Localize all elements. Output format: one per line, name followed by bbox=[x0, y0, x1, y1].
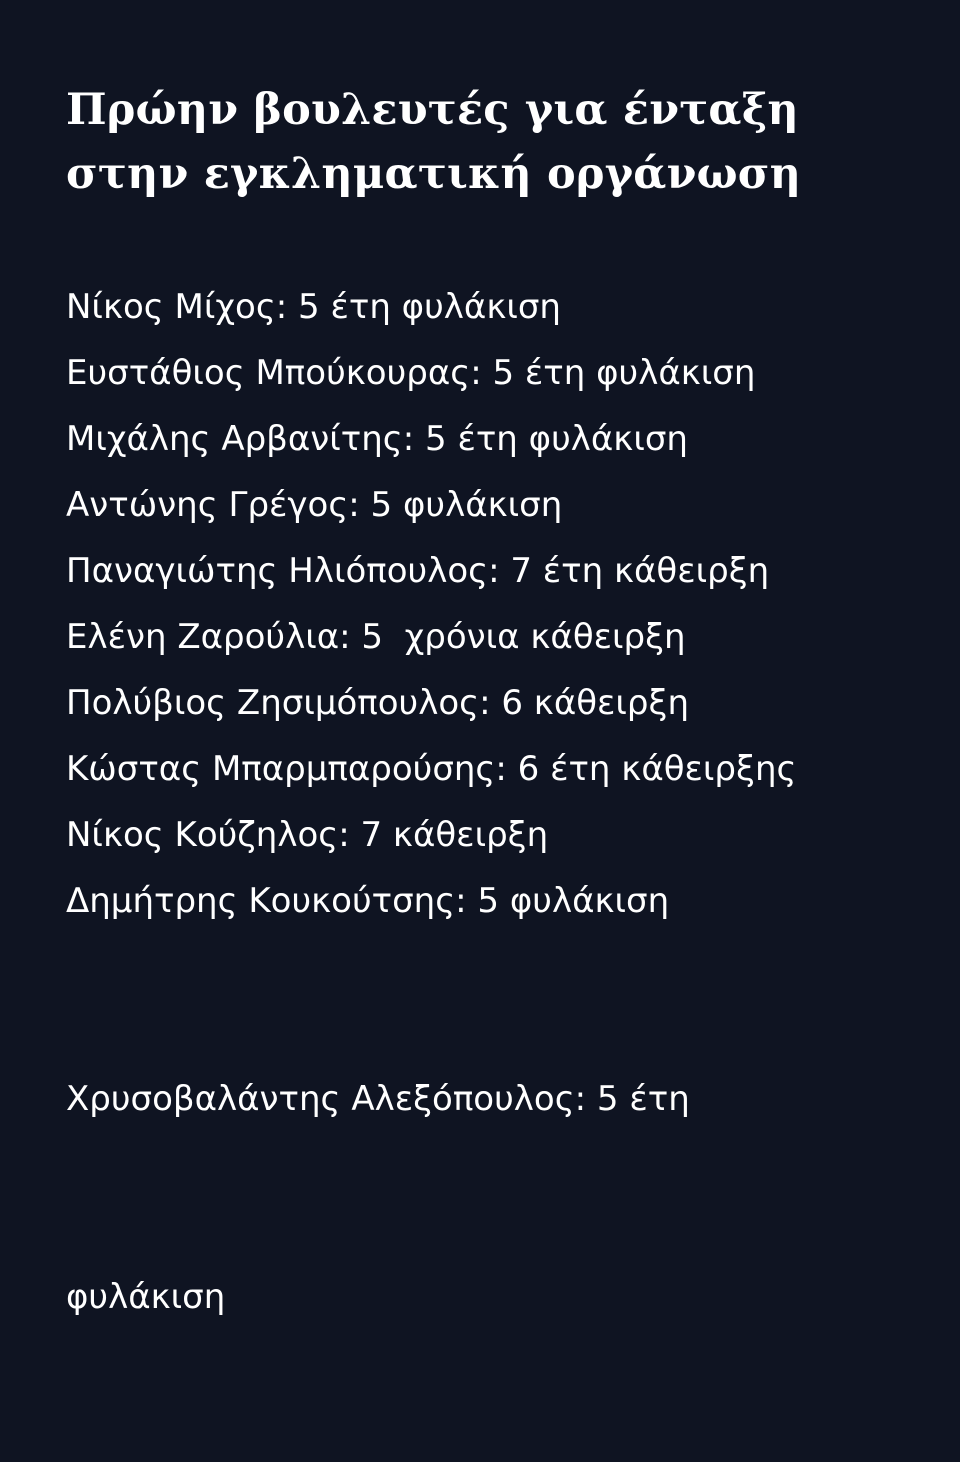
list-item: Αντώνης Γρέγος: 5 φυλάκιση bbox=[66, 485, 563, 525]
list-item-last-line-2: φυλάκιση bbox=[66, 1277, 226, 1317]
list-item: Δημήτρης Κουκούτσης: 5 φυλάκιση bbox=[66, 881, 670, 921]
list-item: Ελένη Ζαρούλια: 5 χρόνια κάθειρξη bbox=[66, 617, 686, 657]
list-item: Ευστάθιος Μπούκουρας: 5 έτη φυλάκιση bbox=[66, 353, 756, 393]
list-item: Νίκος Κούζηλος: 7 κάθειρξη bbox=[66, 815, 549, 855]
list-item-last bbox=[66, 934, 936, 1462]
list-item: Μιχάλης Αρβανίτης: 5 έτη φυλάκιση bbox=[66, 419, 688, 459]
list-item: Νίκος Μίχος: 5 έτη φυλάκιση bbox=[66, 287, 561, 327]
card-title-line-2: στην εγκληματική οργάνωση bbox=[66, 149, 802, 199]
card-title bbox=[66, 78, 926, 206]
list-item-last-line-1: Χρυσοβαλάντης Αλεξόπουλος: 5 έτη bbox=[66, 1079, 690, 1119]
card-title-line-1: Πρώην βουλευτές για ένταξη bbox=[66, 85, 799, 135]
list-item: Παναγιώτης Ηλιόπουλος: 7 έτη κάθειρξη bbox=[66, 551, 770, 591]
list-item: Πολύβιος Ζησιμόπουλος: 6 κάθειρξη bbox=[66, 683, 690, 723]
list-item: Κώστας Μπαρμπαρούσης: 6 έτη κάθειρξης bbox=[66, 749, 797, 789]
sentences-list bbox=[66, 274, 936, 1462]
